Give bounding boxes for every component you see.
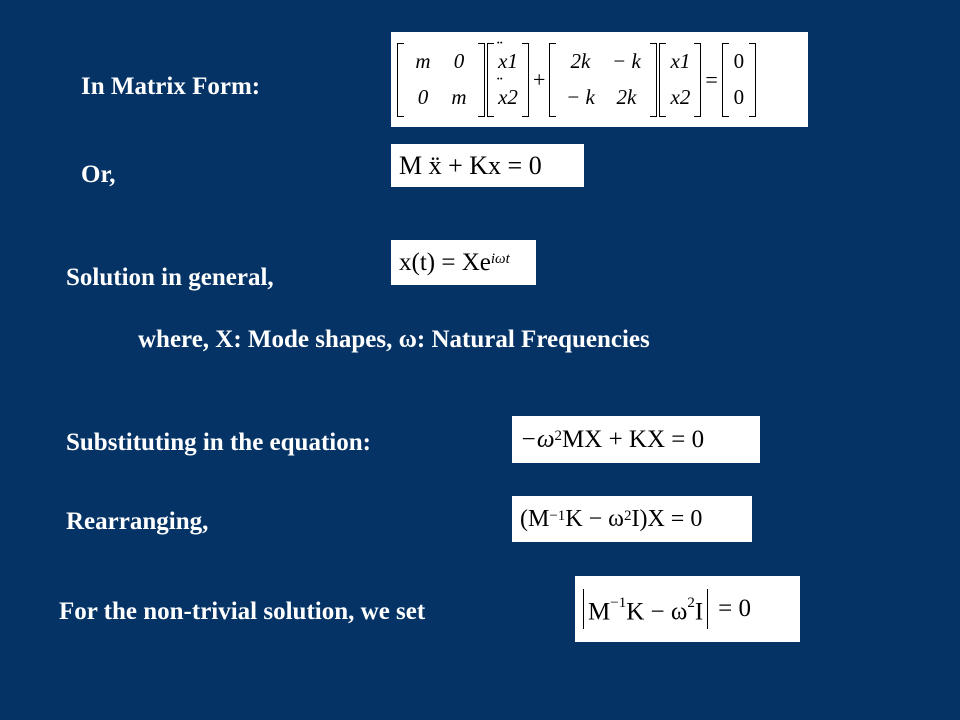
superscript-two: 2 (554, 428, 563, 444)
label-non-trivial: For the non-trivial solution, we set (59, 598, 426, 625)
mass-matrix (397, 40, 485, 120)
matrix-cell: 2k (570, 49, 591, 73)
det-part-3: I (694, 598, 704, 626)
vector-cell: x1 (670, 49, 691, 73)
label-rearranging: Rearranging, (66, 508, 209, 535)
vector-cell: ·· x1 (495, 49, 521, 74)
equation-substituted-rest: MX + KX = 0 (562, 425, 705, 453)
equation-compact-text: M ẍ + Kx = 0 (399, 150, 542, 180)
equation-rearranged (512, 496, 752, 542)
displacement-vector (659, 40, 701, 120)
equals-sign: = (705, 66, 718, 92)
equation-matrix-form (391, 32, 808, 127)
det-part-2: K − ω (626, 598, 688, 626)
rearranged-part-3: I)X = 0 (631, 505, 703, 532)
label-or: Or, (81, 161, 116, 188)
equation-compact (391, 144, 584, 187)
stiffness-matrix (549, 40, 657, 120)
vector-cell: 0 (733, 85, 745, 109)
superscript-inverse: −1 (610, 594, 627, 611)
matrix-cell: 0 (417, 85, 429, 109)
omega-term: −ω (520, 425, 555, 453)
vector-cell: ·· x2 (495, 85, 521, 110)
equation-general-solution (391, 240, 536, 285)
acceleration-vector (487, 40, 529, 120)
matrix-cell: m (451, 85, 467, 109)
determinant-bars (583, 589, 708, 629)
label-solution-general: Solution in general, (66, 264, 274, 291)
superscript-inverse: −1 (549, 507, 566, 524)
matrix-cell: − k (612, 49, 641, 73)
vector-cell: x2 (670, 85, 691, 109)
zero-vector (722, 40, 756, 120)
vector-cell: 0 (733, 49, 745, 73)
equation-substituted (512, 416, 760, 463)
matrix-cell: 0 (453, 49, 465, 73)
superscript-two: 2 (687, 594, 695, 611)
exponent: iωt (490, 251, 510, 267)
matrix-cell: 2k (616, 85, 637, 109)
matrix-cell: m (415, 49, 431, 73)
equation-general-solution-text: x(t) = Xe (399, 248, 491, 276)
det-rhs: = 0 (718, 595, 751, 622)
det-part-1: M (588, 598, 611, 626)
superscript-two: 2 (623, 507, 632, 524)
rearranged-part-1: (M (520, 505, 550, 532)
label-matrix-form: In Matrix Form: (81, 73, 261, 100)
rearranged-part-2: K − ω (565, 505, 624, 532)
matrix-cell: − k (566, 85, 595, 109)
equation-determinant (575, 576, 800, 642)
label-where-line: where, X: Mode shapes, ω: Natural Frequencies (138, 326, 650, 353)
label-substituting: Substituting in the equation: (66, 429, 371, 456)
plus-sign: + (533, 66, 546, 92)
